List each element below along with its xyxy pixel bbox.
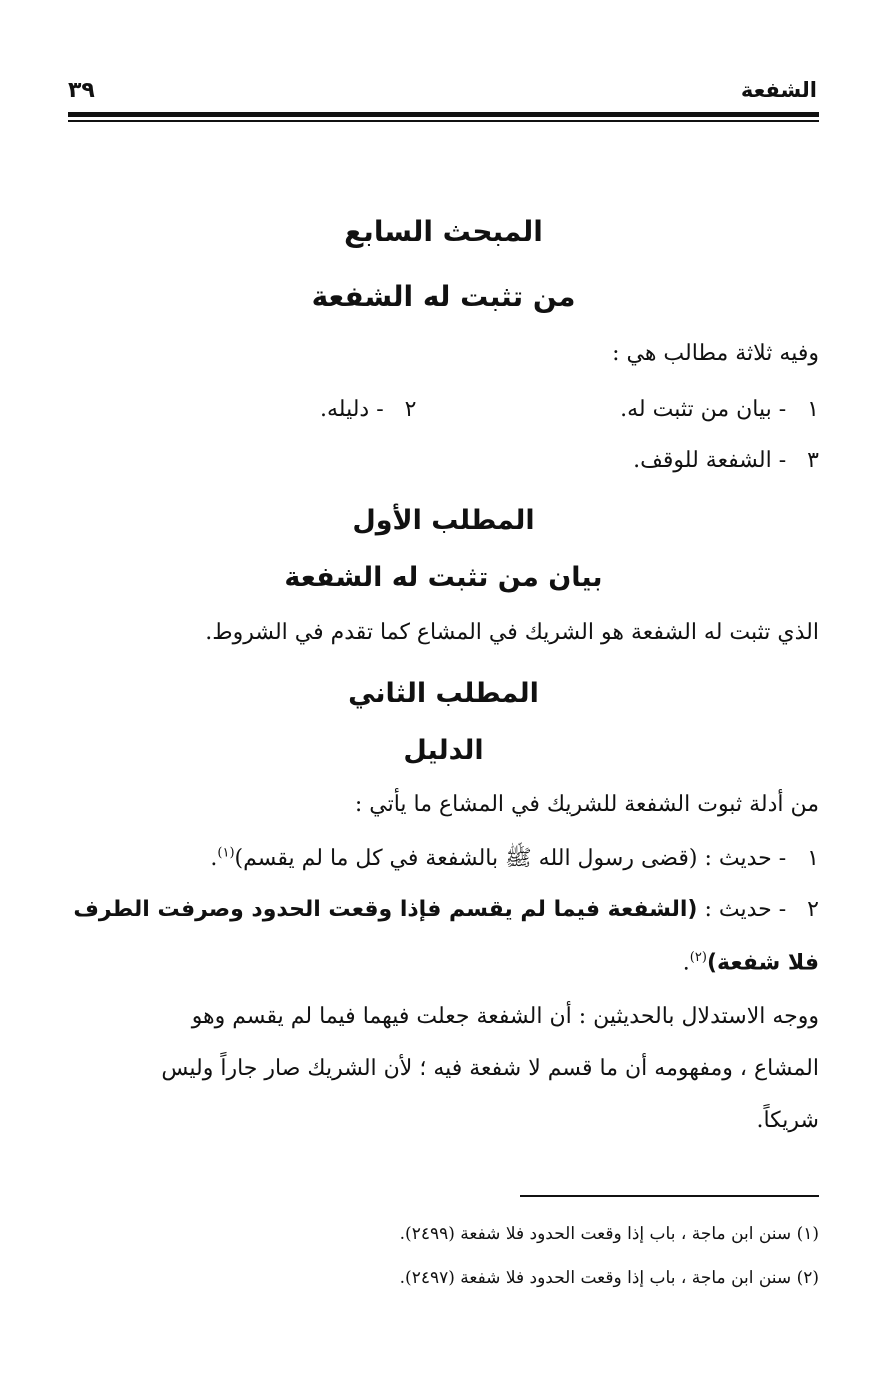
reasoning-line-1: ووجه الاستدلال بالحديثين : أن الشفعة جعلت فيهما فيما لم يقسم وهو [191, 1004, 819, 1029]
matlab1-heading: المطلب الأول [352, 505, 535, 536]
hadith-2-line-2: فلا شفعة)$^{(٢)}$. [682, 950, 819, 976]
hadith-2-line-1 [73, 897, 819, 922]
intro-text: وفيه ثلاثة مطالب هي : [612, 341, 819, 366]
section-subheading: من تثبت له الشفعة [311, 280, 576, 313]
hadith-text: (الشفعة فيما لم يقسم فإذا وقعت الحدود وصرفت الطرف [73, 897, 698, 922]
page-number: ٣٩ [68, 78, 95, 103]
header-rule-thick [68, 112, 819, 117]
matlab2-intro: من أدلة ثبوت الشفعة للشريك في المشاع ما يأتي : [354, 792, 819, 817]
hadith-prefix: - حديث : [697, 897, 787, 922]
topic-item-3: ٣ - الشفعة للوقف. [633, 448, 819, 473]
topic-item-2: ٢ - دليله. [320, 397, 417, 422]
matlab1-subheading: بيان من تثبت له الشفعة [284, 562, 603, 593]
topic-number: ٢ [404, 397, 417, 422]
reasoning-line-2: المشاع ، ومفهومه أن ما قسم لا شفعة فيه ؛ لأن الشريك صار جاراً وليس [161, 1056, 819, 1081]
topic-number: ٣ [807, 448, 819, 473]
running-header-title: الشفعة [740, 78, 817, 102]
footnote-1: (١) سنن ابن ماجة ، باب إذا وقعت الحدود فلا شفعة (٢٤٩٩). [399, 1224, 819, 1244]
hadith-text: (قضى رسول الله ﷺ بالشفعة في كل ما لم يقسم) [234, 846, 698, 871]
hadith-1: ١ - حديث : (قضى رسول الله ﷺ بالشفعة في كل ما لم يقسم)$^{(١)}$. [210, 845, 819, 871]
matlab1-text: الذي تثبت له الشفعة هو الشريك في المشاع كما تقدم في الشروط. [205, 620, 819, 645]
footnote-ref: (٢) [689, 950, 707, 965]
footnote-2: (٢) سنن ابن ماجة ، باب إذا وقعت الحدود فلا شفعة (٢٤٩٧). [399, 1268, 819, 1288]
topic-text: دليله. [320, 397, 370, 422]
topic-text: بيان من تثبت له. [620, 397, 772, 422]
topic-item-1: ١ - بيان من تثبت له. [620, 397, 819, 422]
footnote-ref: (١) [217, 845, 235, 861]
topic-text: الشفعة للوقف. [633, 448, 772, 473]
hadith-text: فلا شفعة) [706, 950, 819, 976]
header-rule-thin [68, 120, 819, 122]
hadith-number: ٢ [807, 897, 819, 922]
matlab2-subheading: الدليل [403, 735, 484, 766]
footnote-separator [520, 1195, 819, 1197]
topic-number: ١ [807, 397, 819, 422]
reasoning-line-3: شريكاً. [756, 1108, 819, 1133]
matlab2-heading: المطلب الثاني [348, 678, 539, 709]
hadith-prefix: - حديث : [697, 846, 787, 871]
hadith-number: ١ [807, 846, 819, 871]
section-heading: المبحث السابع [344, 215, 543, 248]
